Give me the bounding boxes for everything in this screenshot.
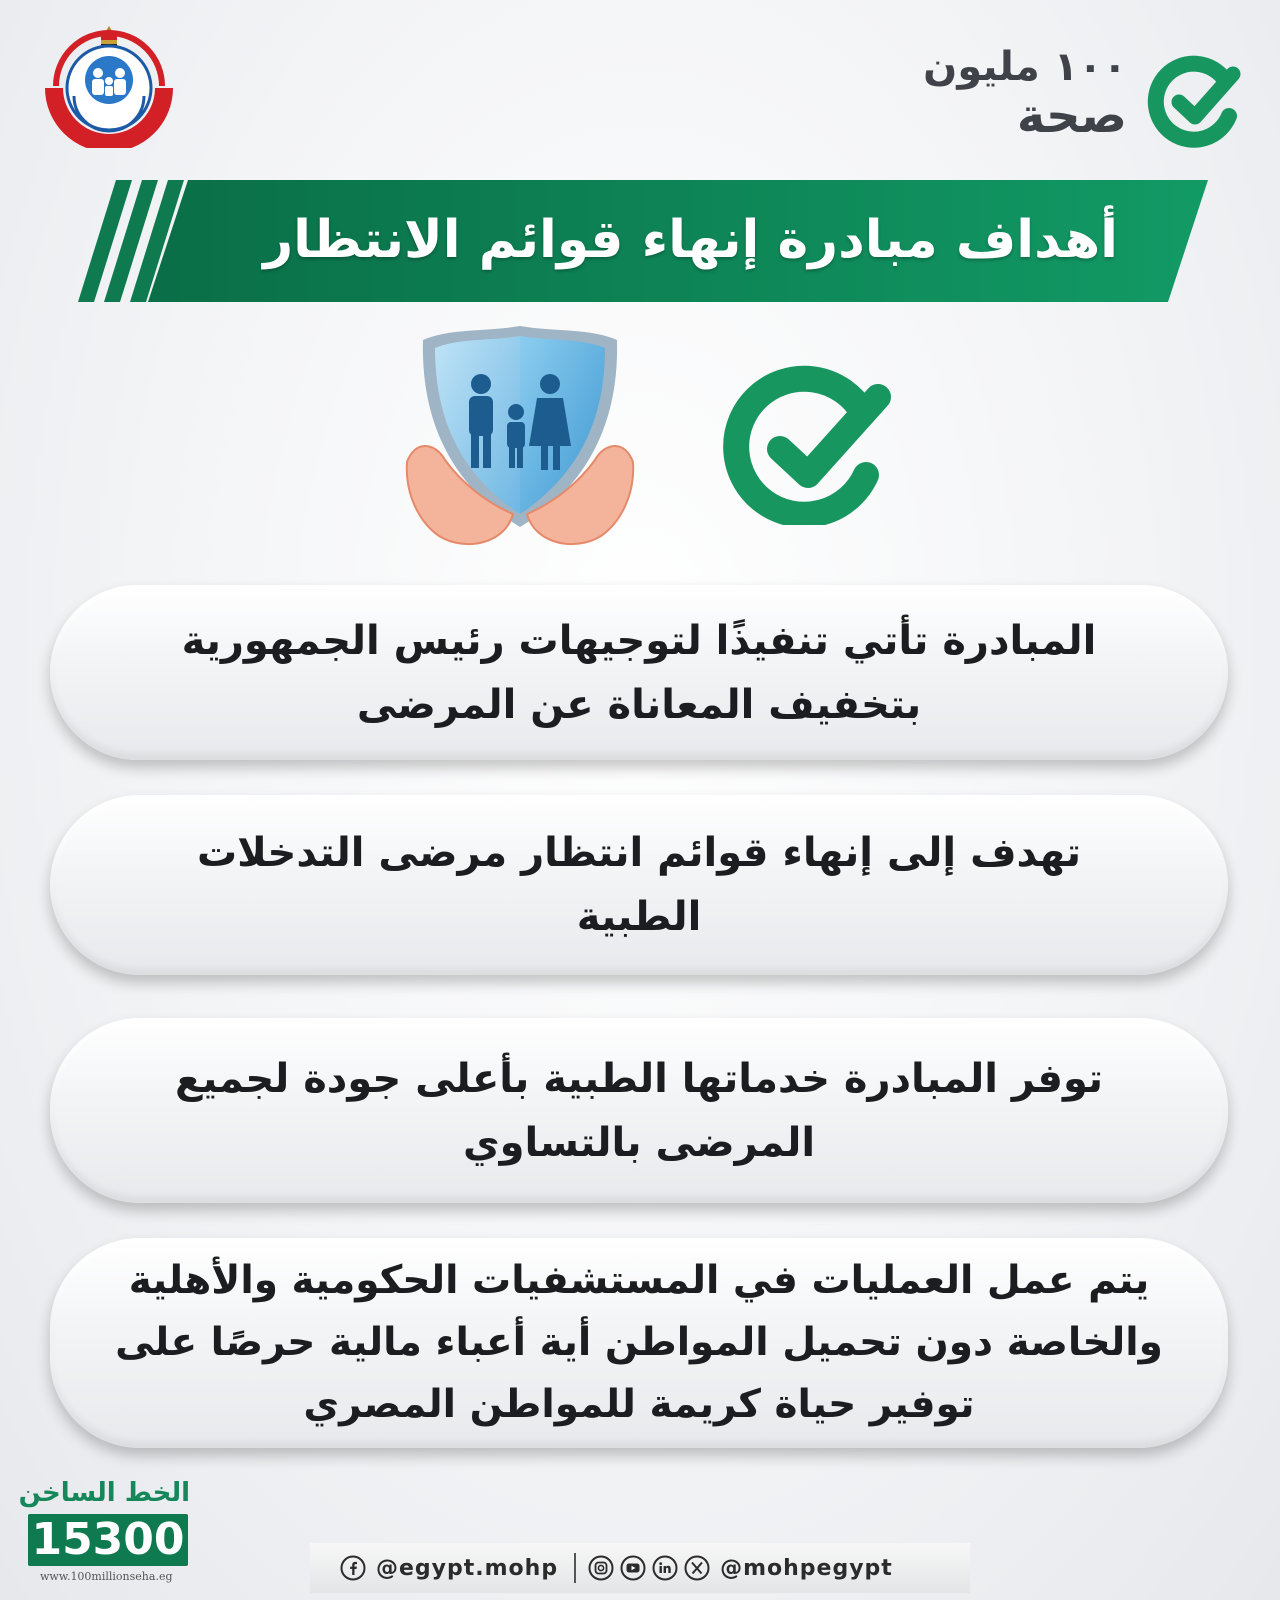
linkedin-icon[interactable] (652, 1555, 678, 1581)
page-title: أهداف مبادرة إنهاء قوائم الانتظار (263, 210, 1118, 270)
goal-card (50, 795, 1228, 975)
campaign-logo-line1: ١٠٠ مليون (923, 44, 1127, 90)
goal-text: يتم عمل العمليات في المستشفيات الحكومية والأهلية والخاصة دون تحميل المواطن أية أعباء مالية حرصًا على توفير حياة كريمة للمواطن المصري (115, 1258, 1163, 1427)
instagram-icon[interactable] (588, 1555, 614, 1581)
hotline-number[interactable]: 15300 (28, 1514, 188, 1566)
hotline (18, 1478, 196, 1590)
campaign-logo (923, 40, 1245, 150)
goal-card (50, 585, 1228, 760)
campaign-check-icon (1145, 50, 1245, 150)
x-icon[interactable] (684, 1555, 710, 1581)
goal-card (50, 1238, 1228, 1448)
family-shield-hands-icon (405, 322, 635, 562)
goal-text: تهدف إلى إنهاء قوائم انتظار مرضى التدخلات الطبية (196, 830, 1082, 940)
youtube-icon[interactable] (620, 1555, 646, 1581)
campaign-logo-line2: صحة (1016, 88, 1127, 144)
goal-text: المبادرة تأتي تنفيذًا لتوجيهات رئيس الجمهورية بتخفيف المعاناة عن المرضى (181, 617, 1097, 728)
goal-text: توفر المبادرة خدماتها الطبية بأعلى جودة لجميع المرضى بالتساوي (174, 1055, 1104, 1166)
facebook-handle[interactable]: @egypt.mohp (376, 1555, 559, 1581)
goal-card (50, 1018, 1228, 1203)
facebook-icon[interactable] (340, 1555, 366, 1581)
ministry-logo (34, 18, 184, 148)
divider (574, 1553, 576, 1583)
website-link[interactable]: www.100millionseha.eg (40, 1570, 173, 1583)
social-handle[interactable]: @mohpegypt (720, 1555, 893, 1581)
title-banner (78, 180, 1208, 310)
social-bar (310, 1543, 970, 1593)
check-icon (710, 365, 910, 525)
hotline-label: الخط الساخن (18, 1478, 190, 1508)
